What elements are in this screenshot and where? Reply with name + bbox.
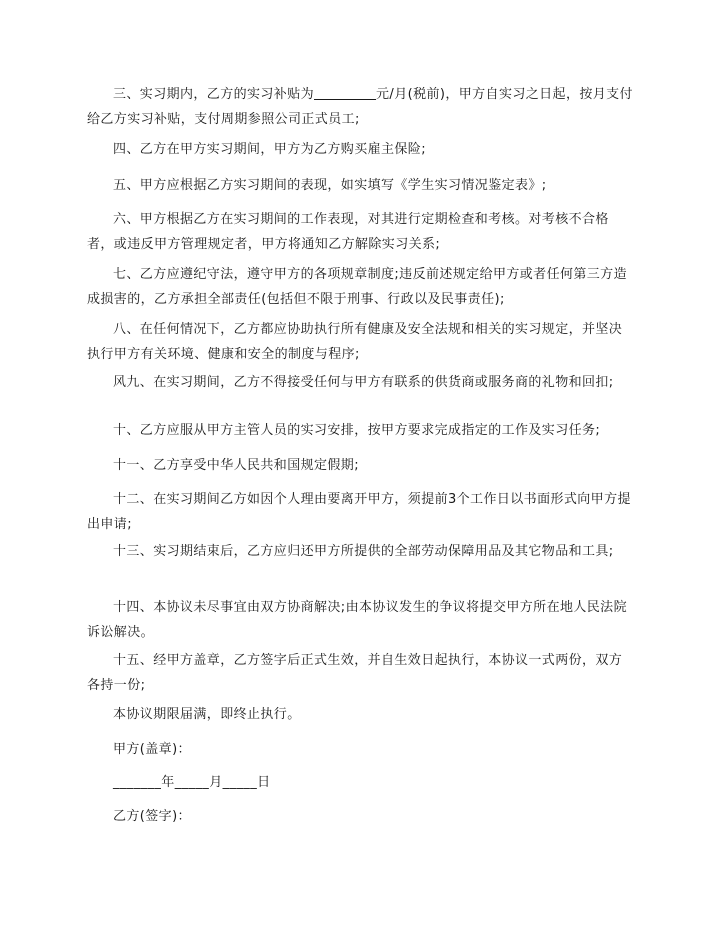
clause-3 [87, 82, 635, 132]
clause-9: 风九、在实习期间，乙方不得接受任何与甲方有联系的供货商或服务商的礼物和回扣; [113, 375, 614, 390]
clause-5: 五、甲方应根据乙方实习期间的表现，如实填写《学生实习情况鉴定表》; [113, 178, 547, 193]
clause-13: 十三、实习期结束后，乙方应归还甲方所提供的全部劳动保障用品及其它物品和工具; [113, 544, 614, 559]
subsidy-amount-blank [314, 85, 376, 100]
party-a-seal-label: 甲方(盖章)： [113, 742, 191, 757]
clause-10: 十、乙方应服从甲方主管人员的实习安排，按甲方要求完成指定的工作及实习任务; [113, 423, 601, 438]
clause-4: 四、乙方在甲方实习期间，甲方为乙方购买雇主保险; [113, 142, 426, 157]
clause-3-text-after: 元/月(税前)，甲方自实习之日起，按月支付给乙方实习补贴，支付周期参照公司正式员工; [87, 87, 633, 127]
clause-15: 十五、经甲方盖章，乙方签字后正式生效，并自生效日起执行，本协议一式两份，双方各持一份; [87, 653, 623, 693]
clause-12: 十二、在实习期间乙方如因个人理由要离开甲方，须提前3个工作日以书面形式向甲方提出申请; [87, 492, 631, 532]
clause-7: 七、乙方应遵纪守法，遵守甲方的各项规章制度;违反前述规定给甲方或者任何第三方造成损害的，乙方承担全部责任(包括但不限于刑事、行政以及民事责任); [87, 267, 627, 307]
clause-6: 六、甲方根据乙方在实习期间的工作表现，对其进行定期检查和考核。对考核不合格者，或违反甲方管理规定者，甲方将通知乙方解除实习关系; [87, 212, 609, 252]
clause-14: 十四、本协议未尽事宜由双方协商解决;由本协议发生的争议将提交甲方所在地人民法院诉讼解决。 [87, 600, 627, 640]
clause-8: 八、在任何情况下，乙方都应协助执行所有健康及安全法规和相关的实习规定，并坚决执行甲方有关环境、健康和安全的制度与程序; [87, 322, 623, 362]
party-b-signature-label: 乙方(签字)： [113, 809, 191, 824]
clause-11: 十一、乙方享受中华人民共和国规定假期; [113, 458, 359, 473]
term-statement: 本协议期限届满，即终止执行。 [113, 707, 301, 722]
signature-date-line: _______年_____月_____日 [113, 775, 271, 790]
clause-3-text-before: 三、实习期内，乙方的实习补贴为 [113, 87, 315, 102]
